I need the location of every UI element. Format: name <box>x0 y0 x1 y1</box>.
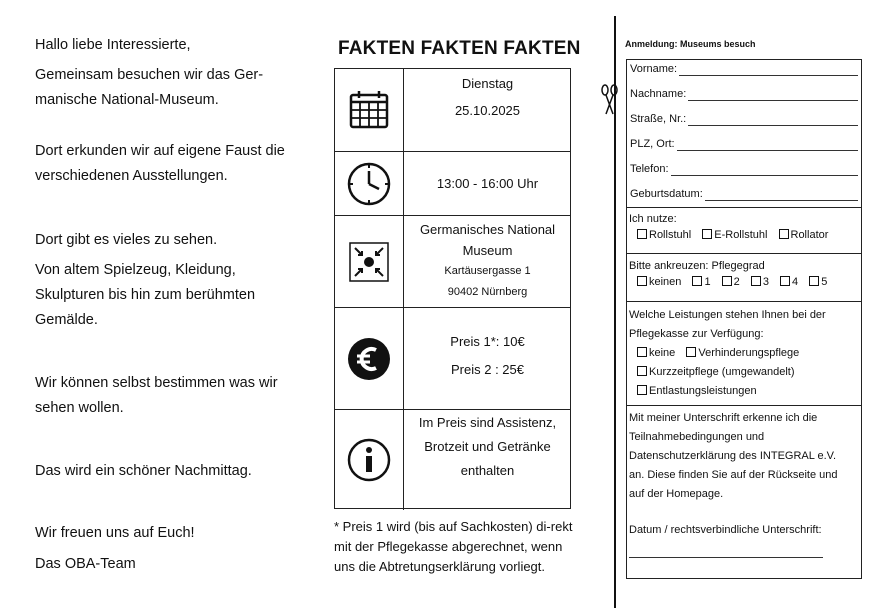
checkbox-rollator[interactable] <box>779 229 829 241</box>
location-icon <box>335 216 404 307</box>
greeting: Hallo liebe Interessierte, <box>35 37 191 53</box>
fact-price2: Preis 2 : 25€ <box>451 362 524 377</box>
services-section <box>627 301 861 405</box>
checkbox[interactable] <box>780 276 790 286</box>
checkbox[interactable] <box>702 229 712 239</box>
registration-form <box>626 59 862 579</box>
input-line[interactable] <box>677 138 858 151</box>
input-line[interactable] <box>679 63 858 76</box>
fact-day: Dienstag <box>461 76 514 91</box>
letter-paragraph-5: Wir können selbst bestimmen was wir sehen wollen. <box>35 375 278 416</box>
option-label: E-Rollstuhl <box>714 229 768 241</box>
option-label: 2 <box>733 276 740 288</box>
checkbox-care-2[interactable] <box>722 276 740 288</box>
consent-line2: Teilnahmebedingungen und <box>629 431 765 443</box>
services-label-line2: Pflegekasse zur Verfügung: <box>629 328 764 340</box>
care-level-label: Bitte ankreuzen: Pflegegrad <box>629 260 765 272</box>
input-line[interactable] <box>671 163 858 176</box>
option-label: Verhinderungspflege <box>698 347 800 359</box>
fact-row-location <box>335 215 570 307</box>
checkbox-entlastungsleistungen[interactable] <box>637 382 757 401</box>
field-plz-ort[interactable] <box>630 138 858 154</box>
clock-icon <box>335 152 404 215</box>
services-label-line1: Welche Leistungen stehen Ihnen bei der <box>629 309 826 321</box>
euro-icon <box>335 308 404 409</box>
letter-paragraph-1: Gemeinsam besuchen wir das Ger-manische National-Museum. <box>35 67 264 108</box>
checkbox-care-4[interactable] <box>780 276 798 288</box>
price-footnote: * Preis 1 wird (bis auf Sachkosten) di-rekt mit der Pflegekasse abgerechnet, wenn uns die Abtretungserklärung vorliegt. <box>334 519 573 574</box>
fact-row-date <box>335 69 570 151</box>
checkbox-care-none[interactable] <box>637 276 681 288</box>
field-geburtsdatum[interactable] <box>630 188 858 204</box>
fact-date: 25.10.2025 <box>454 103 521 118</box>
fact-row-time <box>335 151 570 215</box>
option-label: keinen <box>649 276 682 288</box>
checkbox-care-3[interactable] <box>751 276 769 288</box>
care-level-section <box>627 253 861 301</box>
input-line[interactable] <box>688 113 858 126</box>
letter-paragraph-2: Dort erkunden wir auf eigene Faust die verschiedenen Ausstellungen. <box>35 143 285 184</box>
checkbox[interactable] <box>686 347 696 357</box>
fact-row-price <box>335 307 570 409</box>
option-label: 4 <box>792 276 799 288</box>
info-icon <box>335 410 404 510</box>
field-label: Nachname: <box>630 88 687 100</box>
checkbox[interactable] <box>637 347 647 357</box>
checkbox-kurzzeitpflege[interactable] <box>637 363 795 382</box>
checkbox[interactable] <box>637 276 647 286</box>
option-label: Rollstuhl <box>649 229 692 241</box>
fact-venue-line2: Museum <box>462 243 513 258</box>
field-strasse[interactable] <box>630 113 858 129</box>
checkbox[interactable] <box>722 276 732 286</box>
calendar-icon <box>335 69 404 151</box>
option-label: keine <box>649 347 676 359</box>
field-label: Geburtsdatum: <box>630 188 703 200</box>
input-line[interactable] <box>688 88 858 101</box>
letter-paragraph-6: Das wird ein schöner Nachmittag. <box>35 463 252 479</box>
option-label: 3 <box>762 276 769 288</box>
signature-line[interactable] <box>629 556 823 558</box>
personal-fields <box>627 60 861 207</box>
facts-table <box>334 68 571 509</box>
field-label: PLZ, Ort: <box>630 138 675 150</box>
field-label: Vorname: <box>630 63 678 75</box>
field-label: Straße, Nr.: <box>630 113 687 125</box>
fact-venue-line1: Germanisches National <box>419 222 556 237</box>
checkbox[interactable] <box>809 276 819 286</box>
checkbox-service-none[interactable] <box>637 344 675 363</box>
aids-section <box>627 207 861 253</box>
checkbox[interactable] <box>779 229 789 239</box>
fact-included-line2: Brotzeit und Getränke <box>424 439 551 454</box>
consent-line5: auf der Homepage. <box>629 488 724 500</box>
field-nachname[interactable] <box>630 88 858 104</box>
field-telefon[interactable] <box>630 163 858 179</box>
aids-label: Ich nutze: <box>629 213 677 225</box>
option-label: Kurzzeitpflege (umgewandelt) <box>649 366 795 378</box>
fact-row-included <box>335 409 570 510</box>
checkbox[interactable] <box>637 385 647 395</box>
checkbox[interactable] <box>751 276 761 286</box>
letter-paragraph-3: Dort gibt es vieles zu sehen. <box>35 232 218 248</box>
fact-address-line2: 90402 Nürnberg <box>447 286 528 298</box>
fact-address-line1: Kartäusergasse 1 <box>444 265 531 277</box>
field-label: Telefon: <box>630 163 669 175</box>
input-line[interactable] <box>705 188 858 201</box>
checkbox-care-1[interactable] <box>692 276 710 288</box>
fact-included-line1: Im Preis sind Assistenz, <box>418 415 557 430</box>
checkbox[interactable] <box>637 366 647 376</box>
fact-price1: Preis 1*: 10€ <box>450 334 525 349</box>
checkbox-rollstuhl[interactable] <box>637 229 691 241</box>
checkbox[interactable] <box>637 229 647 239</box>
field-vorname[interactable] <box>630 63 858 79</box>
consent-line4: an. Diese finden Sie auf der Rückseite und <box>629 469 838 481</box>
option-label: 5 <box>821 276 828 288</box>
fact-included-line3: enthalten <box>460 463 515 478</box>
checkbox[interactable] <box>692 276 702 286</box>
fact-time: 13:00 - 16:00 Uhr <box>436 176 539 191</box>
option-label: Entlastungsleistungen <box>649 385 757 397</box>
scissors-icon <box>600 84 620 121</box>
checkbox-verhinderungspflege[interactable] <box>686 344 799 363</box>
letter-paragraph-7: Wir freuen uns auf Euch! <box>35 525 195 541</box>
checkbox-care-5[interactable] <box>809 276 827 288</box>
checkbox-e-rollstuhl[interactable] <box>702 229 767 241</box>
facts-title: FAKTEN FAKTEN FAKTEN <box>338 38 581 59</box>
option-label: 1 <box>704 276 711 288</box>
letter-paragraph-4: Von altem Spielzeug, Kleidung, Skulpturen bis hin zum berühmten Gemälde. <box>35 262 256 328</box>
signature-label: Datum / rechtsverbindliche Unterschrift: <box>629 524 822 536</box>
consent-line1: Mit meiner Unterschrift erkenne ich die <box>629 412 818 424</box>
option-label: Rollator <box>790 229 829 241</box>
consent-section <box>627 405 861 578</box>
consent-line3: Datenschutzerklärung des INTEGRAL e.V. <box>629 450 837 462</box>
letter-signature: Das OBA-Team <box>35 556 136 572</box>
form-heading: Anmeldung: Museums besuch <box>625 39 756 49</box>
